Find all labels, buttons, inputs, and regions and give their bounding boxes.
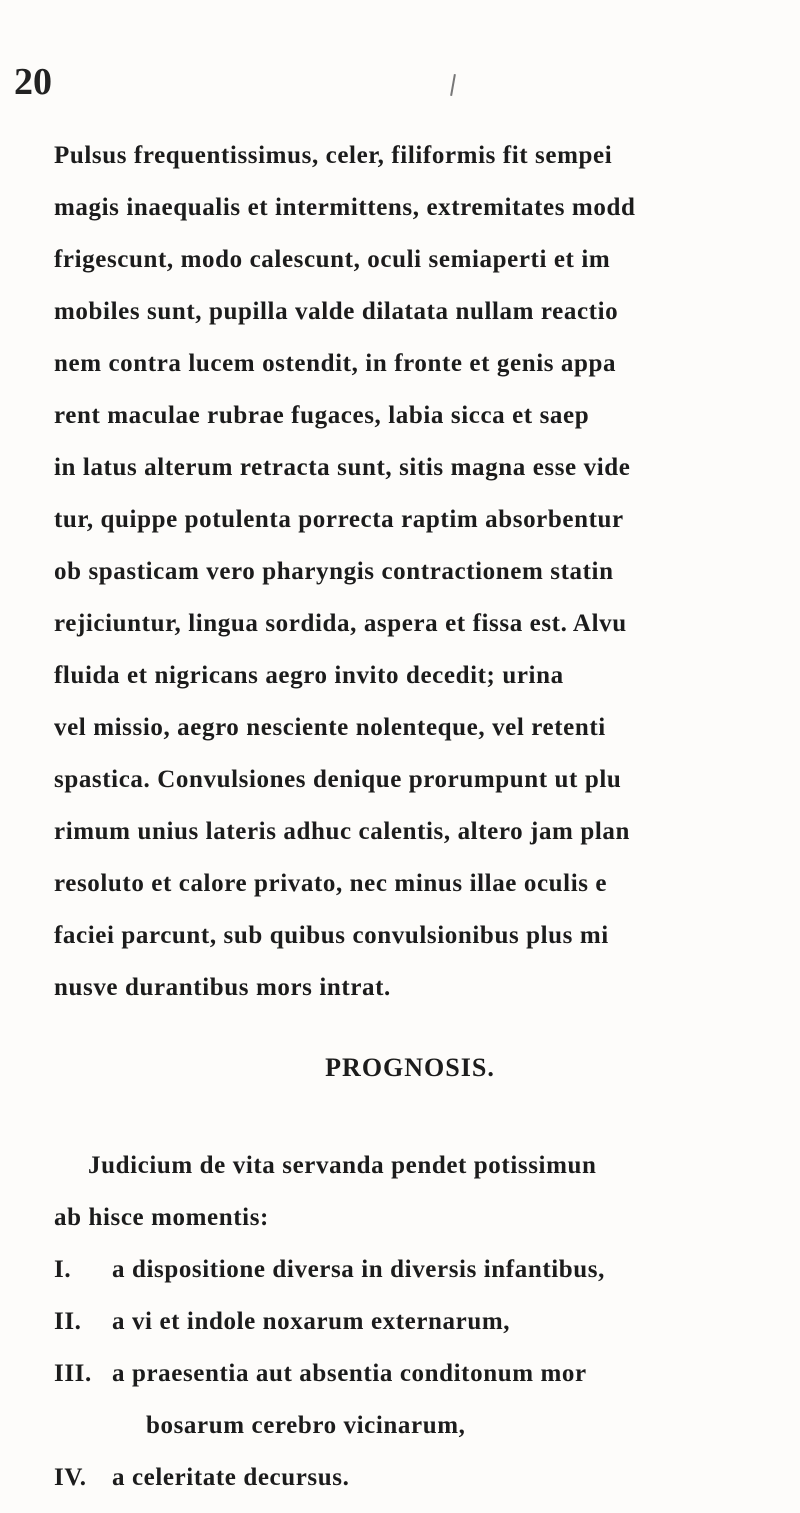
list-text: a praesentia aut absentia conditonum mor <box>112 1360 587 1387</box>
list-number: I. <box>54 1256 72 1283</box>
list-item-continuation <box>54 1400 800 1452</box>
list-text: a vi et indole noxarum externarum, <box>112 1308 511 1335</box>
text-line: faciei parcunt, sub quibus convulsionibus plus mi <box>54 922 609 949</box>
list-number: IV. <box>54 1464 87 1491</box>
text-line: nusve durantibus mors intrat. <box>54 974 391 1001</box>
text-line: Pulsus frequentissimus, celer, filiformis fit sempei <box>54 142 613 169</box>
list-text: bosarum cerebro vicinarum, <box>146 1412 466 1439</box>
text-line: spastica. Convulsiones denique prorumpunt ut plu <box>54 766 622 793</box>
list-item <box>54 1244 800 1296</box>
stray-ink-mark <box>450 74 456 96</box>
text-line: rejiciuntur, lingua sordida, aspera et fissa est. Alvu <box>54 610 627 637</box>
text-line: nem contra lucem ostendit, in fronte et genis appa <box>54 350 617 377</box>
text-line: fluida et nigricans aegro invito decedit; urina <box>54 662 564 689</box>
page-number: 20 <box>14 61 52 103</box>
text-line: resoluto et calore privato, nec minus illae oculis e <box>54 870 608 897</box>
text-line: mobiles sunt, pupilla valde dilatata nullam reactio <box>54 298 619 325</box>
text-line: rent maculae rubrae fugaces, labia sicca et saep <box>54 402 590 429</box>
list-item <box>54 1296 800 1348</box>
text-line: in latus alterum retracta sunt, sitis magna esse vide <box>54 454 631 481</box>
prognosis-paragraph <box>54 1140 800 1504</box>
list-item <box>54 1348 800 1400</box>
section-heading: PROGNOSIS. <box>325 1053 495 1082</box>
text-line: tur, quippe potulenta porrecta raptim absorbentur <box>54 506 624 533</box>
text-line: ab hisce momentis: <box>54 1204 269 1231</box>
text-line: vel missio, aegro nesciente nolenteque, vel retenti <box>54 714 606 741</box>
list-text: a dispositione diversa in diversis infantibus, <box>112 1256 605 1283</box>
list-number: II. <box>54 1308 82 1335</box>
list-number: III. <box>54 1360 92 1387</box>
list-item <box>54 1452 800 1504</box>
text-line: rimum unius lateris adhuc calentis, altero jam plan <box>54 818 630 845</box>
list-text: a celeritate decursus. <box>112 1464 350 1491</box>
text-line: frigescunt, modo calescunt, oculi semiaperti et im <box>54 246 611 273</box>
text-line: Judicium de vita servanda pendet potissimun <box>88 1152 597 1179</box>
text-line: ob spasticam vero pharyngis contractionem statin <box>54 558 614 585</box>
body-paragraph <box>54 130 800 1014</box>
text-line: magis inaequalis et intermittens, extremitates modd <box>54 194 636 221</box>
